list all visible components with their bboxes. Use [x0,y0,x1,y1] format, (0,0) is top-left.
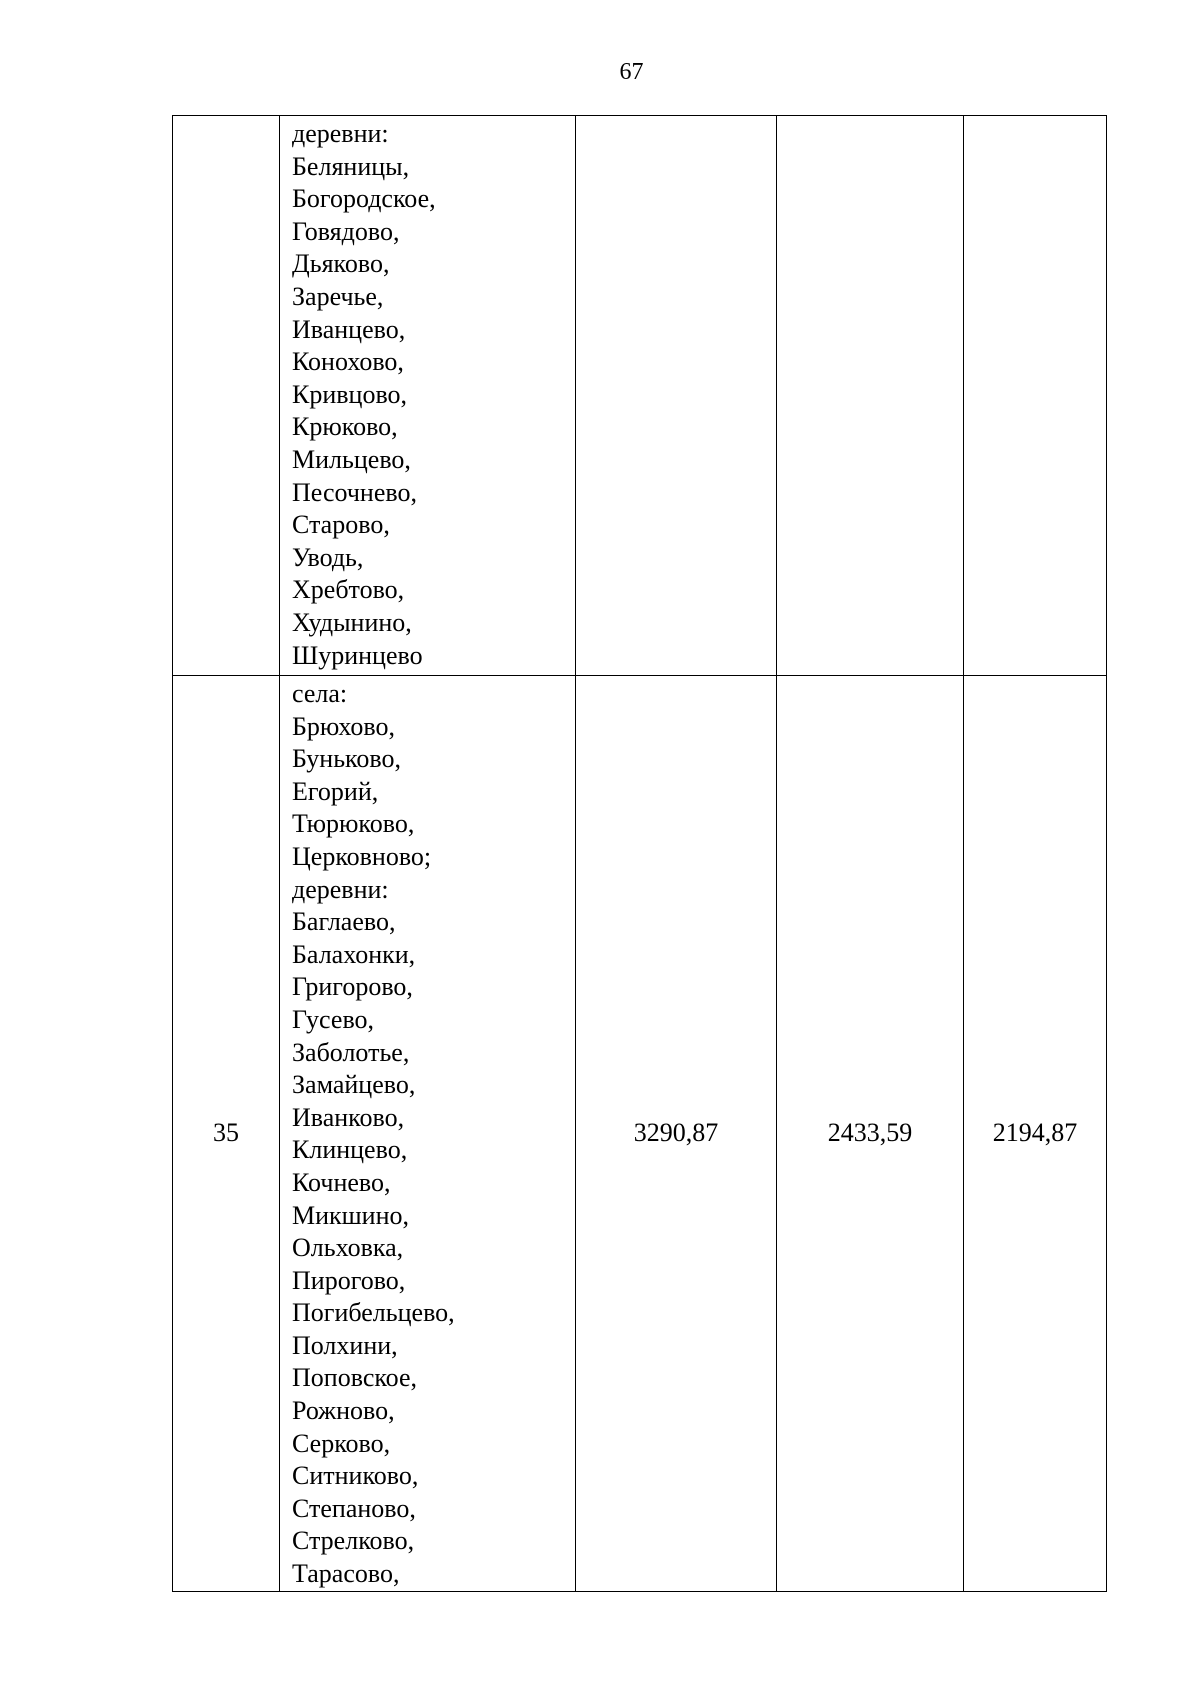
settlement-name: Крюково, [292,412,398,442]
settlement-name: Богородское, [292,184,436,214]
settlement-name: Кривцово, [292,379,408,409]
settlements-table [172,115,1107,1592]
settlement-name: Поповское, [292,1363,418,1393]
settlement-name: села: [292,679,348,708]
settlements-cell [280,676,576,1592]
value-cell-2: 2433,59 [777,676,964,1592]
settlement-name: Иванково, [292,1102,405,1132]
settlement-name: Беляницы, [292,151,410,181]
settlement-name: Стрелково, [292,1526,415,1556]
settlement-name: Погибельцево, [292,1298,455,1328]
settlement-name: Старово, [292,510,390,540]
settlement-name: Полхини, [292,1330,398,1360]
settlement-name: Егорий, [292,776,379,806]
settlement-name: Брюхово, [292,711,395,741]
settlement-name: деревни: [292,119,389,148]
value-cell-2 [777,116,964,676]
settlement-name: деревни: [292,874,389,904]
settlement-name: Баглаево, [292,907,396,937]
settlement-name: Мильцево, [292,444,411,474]
value-cell-1 [576,116,777,676]
settlement-name: Пирогово, [292,1265,406,1295]
settlement-name: Ольховка, [292,1233,404,1263]
settlement-name: Шуринцево [292,640,423,670]
settlement-name: Заболотье, [292,1037,410,1067]
settlement-name: Говядово, [292,216,400,246]
settlements-cell [280,116,576,676]
settlement-name: Худынино, [292,607,412,637]
settlement-name: Церковново; [292,841,432,871]
settlement-name: Клинцево, [292,1135,408,1165]
row-number-cell [173,116,280,676]
value-cell-1: 3290,87 [576,676,777,1592]
settlement-name: Микшино, [292,1200,410,1230]
value-cell-3 [964,116,1107,676]
settlement-name: Заречье, [292,281,384,311]
table-row [173,676,1107,1592]
value-cell-3: 2194,87 [964,676,1107,1592]
settlement-name: Балахонки, [292,939,416,969]
settlement-name: Тарасово, [292,1559,400,1589]
settlement-name: Иванцево, [292,314,406,344]
settlement-name: Серково, [292,1428,391,1458]
table-body [173,116,1107,1592]
settlement-name: Григорово, [292,972,413,1002]
settlement-name: Рожново, [292,1396,395,1426]
page-number: 67 [619,59,644,85]
settlement-name: Тюрюково, [292,809,415,839]
settlement-name: Гусево, [292,1004,375,1034]
settlement-name: Кочнево, [292,1167,391,1197]
settlement-name: Буньково, [292,744,401,774]
row-number-cell: 35 [173,676,280,1592]
settlement-name: Замайцево, [292,1070,416,1100]
settlement-name: Конохово, [292,347,404,377]
settlement-name: Дьяково, [292,249,390,279]
settlement-name: Ситниково, [292,1461,419,1491]
table-row [173,116,1107,676]
settlement-name: Песочнево, [292,477,417,507]
settlement-name: Хребтово, [292,575,405,605]
settlement-name: Степаново, [292,1493,416,1523]
settlement-name: Уводь, [292,542,364,572]
